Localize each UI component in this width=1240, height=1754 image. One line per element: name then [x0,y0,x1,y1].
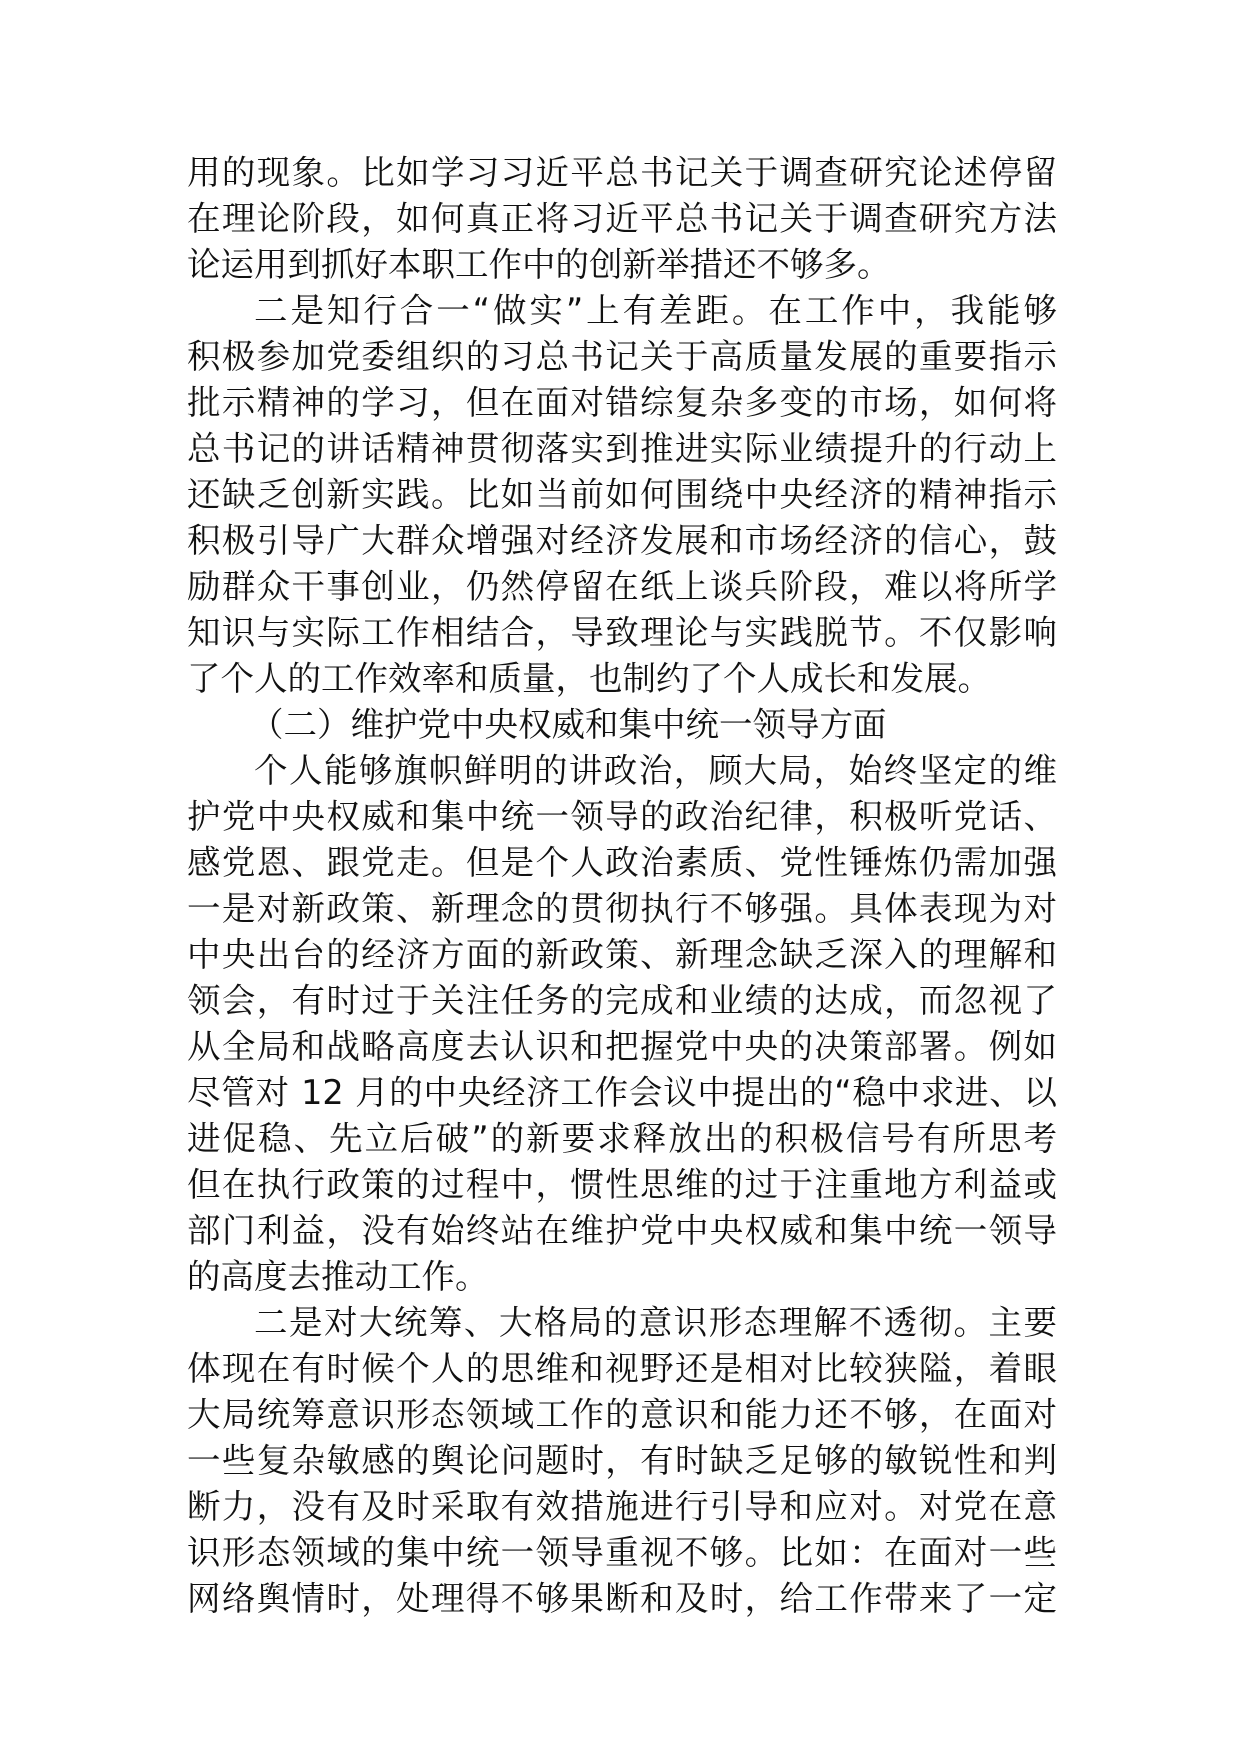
text-line: 了个人的工作效率和质量，也制约了个人成长和发展。 [187,659,991,698]
text-line: 体现在有时候个人的思维和视野还是相对比较狭隘，着眼 [187,1349,1057,1388]
text-line: 领会，有时过于关注任务的完成和业绩的达成，而忽视了 [187,981,1057,1020]
text-line: 积极引导广大群众增强对经济发展和市场经济的信心，鼓 [187,521,1057,560]
text-line: 从全局和战略高度去认识和把握党中央的决策部署。例如 [187,1027,1057,1066]
text-line: 还缺乏创新实践。比如当前如何围绕中央经济的精神指示 [187,475,1057,514]
text-line: 感党恩、跟党走。但是个人政治素质、党性锤炼仍需加强 [187,843,1057,882]
text-line: 一是对新政策、新理念的贯彻执行不够强。具体表现为对 [187,889,1057,928]
text-line: 二是知行合一“做实”上有差距。在工作中，我能够 [254,291,1057,330]
text-line: 部门利益，没有始终站在维护党中央权威和集中统一领导 [187,1211,1057,1250]
text-line: 尽管对 12 月的中央经济工作会议中提出的“稳中求进、以 [187,1073,1057,1112]
text-line: 个人能够旗帜鲜明的讲政治，顾大局，始终坚定的维 [254,751,1057,790]
text-line: 积极参加党委组织的习总书记关于高质量发展的重要指示 [187,337,1057,376]
text-line: 在理论阶段，如何真正将习近平总书记关于调查研究方法 [187,199,1057,238]
text-line: 二是对大统筹、大格局的意识形态理解不透彻。主要 [254,1303,1057,1342]
text-line: 总书记的讲话精神贯彻落实到推进实际业绩提升的行动上 [187,429,1057,468]
text-line: 中央出台的经济方面的新政策、新理念缺乏深入的理解和 [187,935,1057,974]
text-line: 励群众干事创业，仍然停留在纸上谈兵阶段，难以将所学 [187,567,1057,606]
text-line: 知识与实际工作相结合，导致理论与实践脱节。不仅影响 [187,613,1057,652]
text-line: 但在执行政策的过程中，惯性思维的过于注重地方利益或 [187,1165,1057,1204]
text-line: 断力，没有及时采取有效措施进行引导和应对。对党在意 [187,1487,1057,1526]
text-line: 进促稳、先立后破”的新要求释放出的积极信号有所思考 [187,1119,1057,1158]
text-line: 一些复杂敏感的舆论问题时，有时缺乏足够的敏锐性和判 [187,1441,1057,1480]
text-line: 的高度去推动工作。 [187,1257,489,1296]
section-heading: （二）维护党中央权威和集中统一领导方面 [250,705,887,744]
text-line: 大局统筹意识形态领域工作的意识和能力还不够，在面对 [187,1395,1057,1434]
text-line: 护党中央权威和集中统一领导的政治纪律，积极听党话、 [187,797,1057,836]
text-line: 论运用到抓好本职工作中的创新举措还不够多。 [187,245,891,284]
text-line: 识形态领域的集中统一领导重视不够。比如：在面对一些 [187,1533,1057,1572]
text-line: 网络舆情时，处理得不够果断和及时，给工作带来了一定 [187,1579,1057,1618]
text-line: 用的现象。比如学习习近平总书记关于调查研究论述停留 [187,153,1057,192]
text-line: 批示精神的学习，但在面对错综复杂多变的市场，如何将 [187,383,1057,422]
